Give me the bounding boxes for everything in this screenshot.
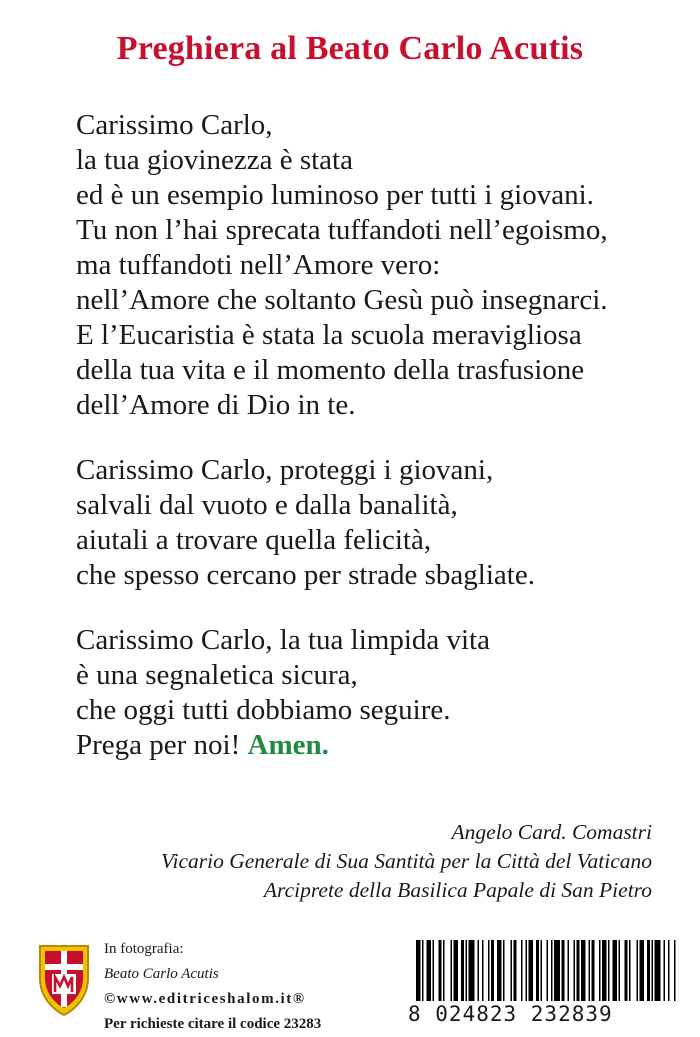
photo-subject: Beato Carlo Acutis (104, 966, 219, 982)
barcode-bar (625, 940, 628, 1002)
prayer-line: nell’Amore che soltanto Gesù può insegnarci. (76, 284, 608, 316)
barcode-bar (433, 940, 435, 1002)
stanza-3 (76, 623, 676, 763)
prayer-line: la tua giovinezza è stata (76, 144, 353, 176)
barcode-bar (568, 940, 570, 1002)
signature-role-1: Vicario Generale di Sua Santità per la Città del Vaticano (160, 849, 652, 873)
prayer-line: salvali dal vuoto e dalla banalità, (76, 489, 458, 521)
prayer-line: aiutali a trovare quella felicità, (76, 524, 432, 556)
prayer-line: Carissimo Carlo, (76, 109, 273, 141)
barcode-bar (674, 940, 676, 1002)
order-code-text: Per richieste citare il codice 23283 (104, 1016, 322, 1032)
barcode-bar (497, 940, 502, 1002)
prayer-line: E l’Eucaristia è stata la scuola meravigliosa (76, 319, 582, 351)
barcode-bar (619, 940, 621, 1002)
barcode-bar (652, 940, 654, 1002)
stanza-2 (76, 453, 676, 593)
barcode-bar (503, 940, 505, 1002)
footer-info (104, 937, 321, 1037)
shield-cross-m-icon (36, 942, 92, 1018)
barcode-bar (491, 940, 494, 1002)
barcode-bar (529, 940, 534, 1002)
amen-text: Amen. (247, 729, 329, 761)
barcode-bar (451, 940, 453, 1002)
signature-name: Angelo Card. Comastri (451, 820, 652, 844)
barcode-bar (514, 940, 517, 1002)
barcode-bar (541, 940, 543, 1002)
barcode-bar (443, 940, 445, 1002)
stanza-1 (76, 108, 676, 423)
page-title: Preghiera al Beato Carlo Acutis (116, 30, 584, 67)
barcode-bar (422, 940, 424, 1002)
barcode-bar (608, 940, 610, 1002)
barcode-number: 8 024823 232839 (408, 1001, 684, 1027)
barcode-bar (511, 940, 513, 1002)
barcode-bar (613, 940, 618, 1002)
barcode-bar (562, 940, 565, 1002)
barcode-bar (478, 940, 480, 1002)
barcode-bar (589, 940, 591, 1002)
barcode-bar (640, 940, 645, 1002)
barcode-bar (574, 940, 576, 1002)
barcode-bar (416, 940, 421, 1002)
barcode-bar (526, 940, 528, 1002)
barcode-bar (581, 940, 586, 1002)
barcode-bar (454, 940, 459, 1002)
signature-role-2: Arciprete della Basilica Papale di San Pietro (263, 878, 652, 902)
barcode-bar (469, 940, 475, 1002)
prayer-final-line (76, 728, 676, 763)
photo-label: In fotografia: (104, 941, 184, 957)
barcode-bar (439, 940, 442, 1002)
prayer-line: è una segnaletica sicura, (76, 659, 358, 691)
prayer-line: della tua vita e il momento della trasfusione (76, 354, 585, 386)
prayer-line: che spesso cercano per strade sbagliate. (76, 559, 535, 591)
barcode-bar (664, 940, 666, 1002)
barcode-bar (547, 940, 549, 1002)
barcode-bar (521, 940, 523, 1002)
photo-caption (104, 937, 321, 987)
barcode-bar (647, 940, 650, 1002)
barcode-bar (536, 940, 539, 1002)
barcode-bar (554, 940, 560, 1002)
barcode-bar (668, 940, 670, 1002)
prayer-line: Tu non l’hai sprecata tuffandoti nell’egoismo, (76, 214, 608, 246)
prayer-line: Carissimo Carlo, la tua limpida vita (76, 624, 490, 656)
barcode-bar (655, 940, 661, 1002)
barcode-bar (551, 940, 553, 1002)
prayer-line: dell’Amore di Dio in te. (76, 389, 356, 421)
prayer-final-text: Prega per noi! (76, 729, 248, 761)
prayer-line: ed è un esempio luminoso per tutti i giovani. (76, 179, 594, 211)
barcode-bar (427, 940, 432, 1002)
barcode-bar (466, 940, 468, 1002)
barcode-bar (592, 940, 595, 1002)
prayer-line: ma tuffandoti nell’Amore vero: (76, 249, 441, 281)
barcode-bar (461, 940, 464, 1002)
barcode-bar (629, 940, 631, 1002)
barcode-bar (599, 940, 601, 1002)
barcode-bar (482, 940, 484, 1002)
website-text: ©www.editriceshalom.it® (104, 991, 306, 1007)
barcode-bar (577, 940, 580, 1002)
prayer-text (76, 108, 676, 763)
prayer-line: che oggi tutti dobbiamo seguire. (76, 694, 451, 726)
barcode-bar (602, 940, 607, 1002)
prayer-line: Carissimo Carlo, proteggi i giovani, (76, 454, 494, 486)
barcode-bar (488, 940, 490, 1002)
barcode-bar (637, 940, 639, 1002)
signature (161, 818, 652, 905)
